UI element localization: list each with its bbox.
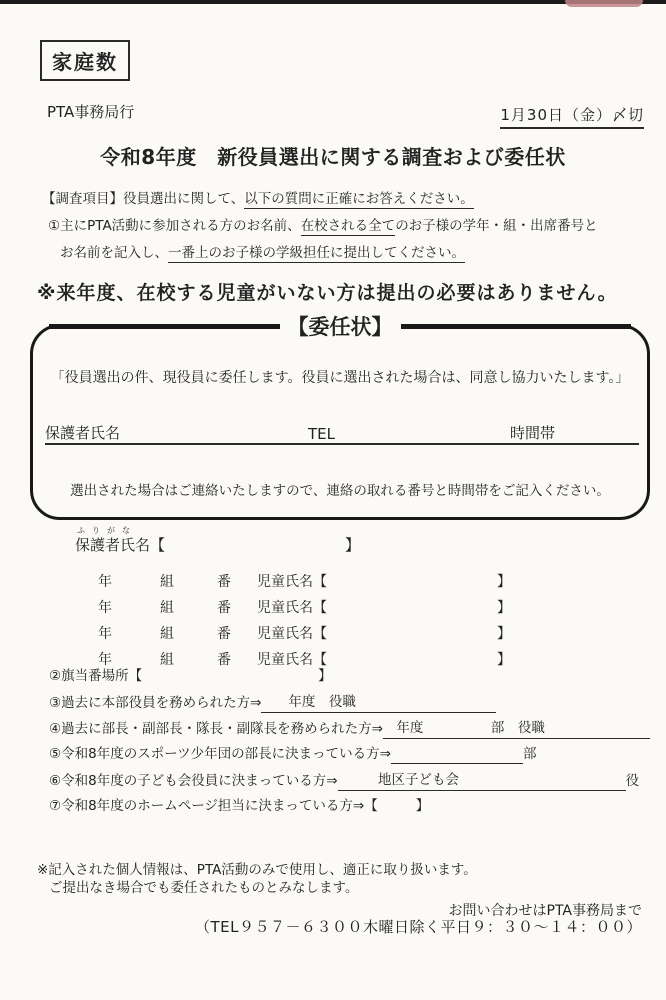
- child-row: [98, 591, 511, 617]
- q5-suffix: 部: [522, 746, 537, 762]
- question-kodomokai-officer: [49, 770, 650, 791]
- guardian-entry-line: [75, 526, 361, 555]
- question-flag-duty: [49, 666, 650, 686]
- question-homepage-staff: [49, 796, 650, 816]
- child-row: [98, 617, 511, 643]
- number-label: 番: [217, 574, 231, 590]
- privacy-note: [37, 862, 477, 897]
- open-bracket: 【: [313, 626, 327, 642]
- open-bracket: 【: [364, 798, 378, 814]
- number-label: 番: [217, 652, 231, 668]
- close-bracket: 】: [318, 668, 332, 684]
- question-past-leader: [49, 718, 650, 739]
- grade-label: 年: [98, 652, 112, 668]
- guardian-label: 保護者氏名: [75, 536, 151, 554]
- addressee: PTA事務局行: [47, 103, 135, 121]
- survey-q1-line1: [48, 213, 642, 240]
- number-label: 番: [217, 600, 231, 616]
- child-name-label: 児童氏名: [257, 600, 313, 616]
- open-bracket: 【: [150, 536, 166, 554]
- class-label: 組: [160, 652, 174, 668]
- survey-intro-underlined: 以下の質問に正確にお答えください。: [244, 191, 474, 207]
- survey-intro-line1: [42, 186, 642, 213]
- open-bracket: 【: [313, 600, 327, 616]
- child-row: [98, 565, 511, 591]
- privacy-line2: ご提出なき場合でも委任されたものとみなします。: [49, 879, 359, 896]
- q4-label: ④過去に部長・副部長・隊長・副隊長を務められた方⇒: [49, 721, 383, 737]
- q1-seg4: お名前を記入し、: [60, 245, 168, 261]
- proxy-tel-label: TEL: [308, 425, 336, 443]
- class-label: 組: [160, 600, 174, 616]
- close-bracket: 】: [415, 798, 430, 814]
- q5-label: ⑤令和8年度のスポーツ少年団の部長に決まっている方⇒: [49, 746, 391, 762]
- question-sports-club-head: [49, 744, 650, 764]
- open-bracket: 【: [128, 668, 143, 684]
- number-label: 番: [217, 626, 231, 642]
- no-submission-notice: ※来年度、在校する児童がいない方は提出の必要はありません。: [37, 282, 618, 304]
- grade-label: 年: [98, 626, 112, 642]
- class-label: 組: [160, 574, 174, 590]
- close-bracket: 】: [497, 600, 511, 616]
- question-past-hq-officer: [49, 692, 650, 713]
- privacy-line1: ※記入された個人情報は、PTA活動のみで使用し、適正に取り扱います。: [37, 862, 477, 878]
- household-count-stamp: 家庭数: [40, 40, 130, 81]
- close-bracket: 】: [497, 574, 511, 590]
- contact-line1: お問い合わせはPTA事務局まで: [448, 903, 642, 919]
- close-bracket: 】: [497, 626, 511, 642]
- proxy-statement-text: 「役員選出の件、現役員に委任します。役員に選出された場合は、同意し協力いたします。」: [50, 370, 630, 386]
- child-name-label: 児童氏名: [257, 626, 313, 642]
- deadline: 1月30日（金）〆切: [500, 104, 644, 129]
- proxy-note: 選出された場合はご連絡いたしますので、連絡の取れる番号と時間帯をご記入ください。: [70, 483, 610, 499]
- furigana-hint: ふりがな: [77, 526, 137, 535]
- close-bracket: 】: [497, 652, 511, 668]
- grade-label: 年: [98, 574, 112, 590]
- close-bracket: 】: [345, 536, 361, 554]
- q1-seg5-underlined: 一番上のお子様の学級担任に提出してください。: [168, 245, 465, 261]
- proxy-statement-box: [30, 315, 650, 520]
- title-rule-left: [49, 324, 280, 329]
- class-label: 組: [160, 626, 174, 642]
- proxy-guardian-label: 保護者氏名: [45, 424, 121, 442]
- child-rows: [98, 565, 511, 669]
- title-rule-right: [401, 324, 632, 329]
- q3-answer-line: 年度 役職: [261, 692, 496, 713]
- q6-label: ⑥令和8年度の子ども会役員に決まっている方⇒: [49, 773, 338, 789]
- survey-intro-prefix: 【調査項目】役員選出に関して、: [42, 191, 245, 207]
- child-name-label: 児童氏名: [257, 574, 313, 590]
- proxy-fields-line: [45, 413, 639, 445]
- proxy-title-row: [49, 311, 631, 341]
- guardian-label-wrap: [75, 526, 151, 555]
- form-title: 令和8年度 新役員選出に関する調査および委任状: [100, 145, 566, 169]
- q2-label: ②旗当番場所: [49, 668, 129, 684]
- q6-answer-line: 地区子ども会: [338, 770, 626, 791]
- q1-seg3: のお子様の学年・組・出席番号と: [395, 218, 598, 234]
- child-name-label: 児童氏名: [257, 652, 313, 668]
- proxy-title: 【委任状】: [280, 311, 401, 341]
- open-bracket: 【: [313, 652, 327, 668]
- q5-answer-line: [391, 763, 523, 764]
- survey-q1-line2: [60, 240, 642, 267]
- q6-suffix: 役: [625, 773, 640, 789]
- open-bracket: 【: [313, 574, 327, 590]
- scan-smudge: [565, 0, 643, 7]
- q1-seg2-underlined: 在校される全て: [300, 218, 396, 234]
- q4-answer-line: 年度 部 役職: [383, 718, 650, 739]
- q7-label: ⑦令和8年度のホームページ担当に決まっている方⇒: [49, 798, 365, 814]
- survey-intro: [42, 186, 642, 267]
- grade-label: 年: [98, 600, 112, 616]
- proxy-time-label: 時間帯: [510, 424, 556, 442]
- q1-seg1: ①主にPTA活動に参加される方のお名前、: [48, 218, 301, 234]
- contact-line2: （TEL９５７－６３００木曜日除く平日９：３０～１４：００）: [195, 918, 642, 936]
- q3-label: ③過去に本部役員を務められた方⇒: [49, 695, 262, 711]
